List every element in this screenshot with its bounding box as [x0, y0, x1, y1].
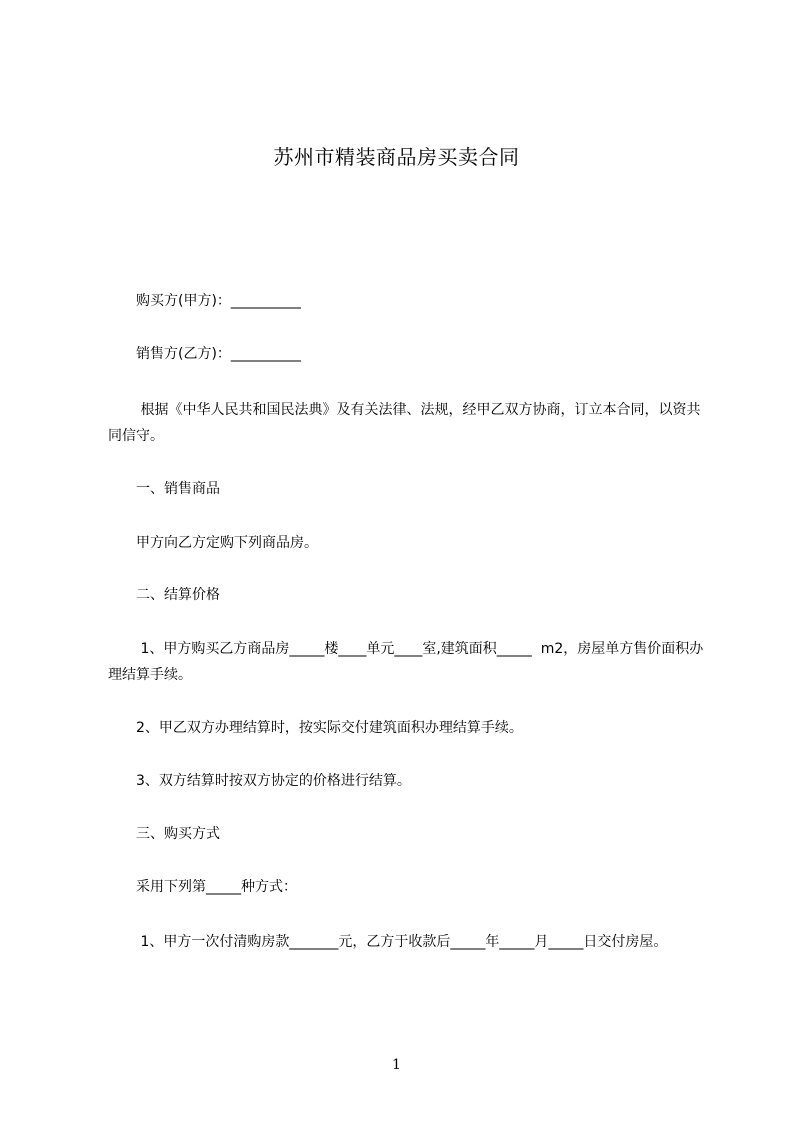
section-heading-settlement-price: 二、结算价格 [136, 587, 220, 603]
settlement-clause-2: 2、甲乙双方办理结算时，按实际交付建筑面积办理结算手续。 [136, 720, 523, 736]
document-title: 苏州市精装商品房买卖合同 [273, 145, 520, 169]
purchase-method-intro: 采用下列第_____种方式： [136, 879, 297, 895]
settlement-clause-3: 3、双方结算时按双方协定的价格进行结算。 [136, 773, 411, 789]
section-heading-purchase-method: 三、购买方式 [136, 826, 220, 842]
section-heading-sale-goods: 一、销售商品 [136, 481, 220, 497]
buyer-line: 购买方(甲方)：__________ [136, 293, 301, 309]
section-body-order: 甲方向乙方定购下列商品房。 [136, 535, 318, 551]
settlement-clause-1: 1、甲方购买乙方商品房_____楼____单元____室,建筑面积_____ m2，房屋单方售价面积办理结算手续。 [108, 641, 704, 683]
purchase-method-clause-1: 1、甲方一次付清购房款_______元，乙方于收款后_____年_____月_____日交付房屋。 [136, 934, 668, 950]
preamble-paragraph: 根据《中华人民共和国民法典》及有关法律、法规，经甲乙双方协商，订立本合同，以资共同信守。 [108, 402, 701, 444]
page-number: 1 [392, 1057, 401, 1073]
seller-line: 销售方(乙方)：__________ [136, 346, 301, 362]
